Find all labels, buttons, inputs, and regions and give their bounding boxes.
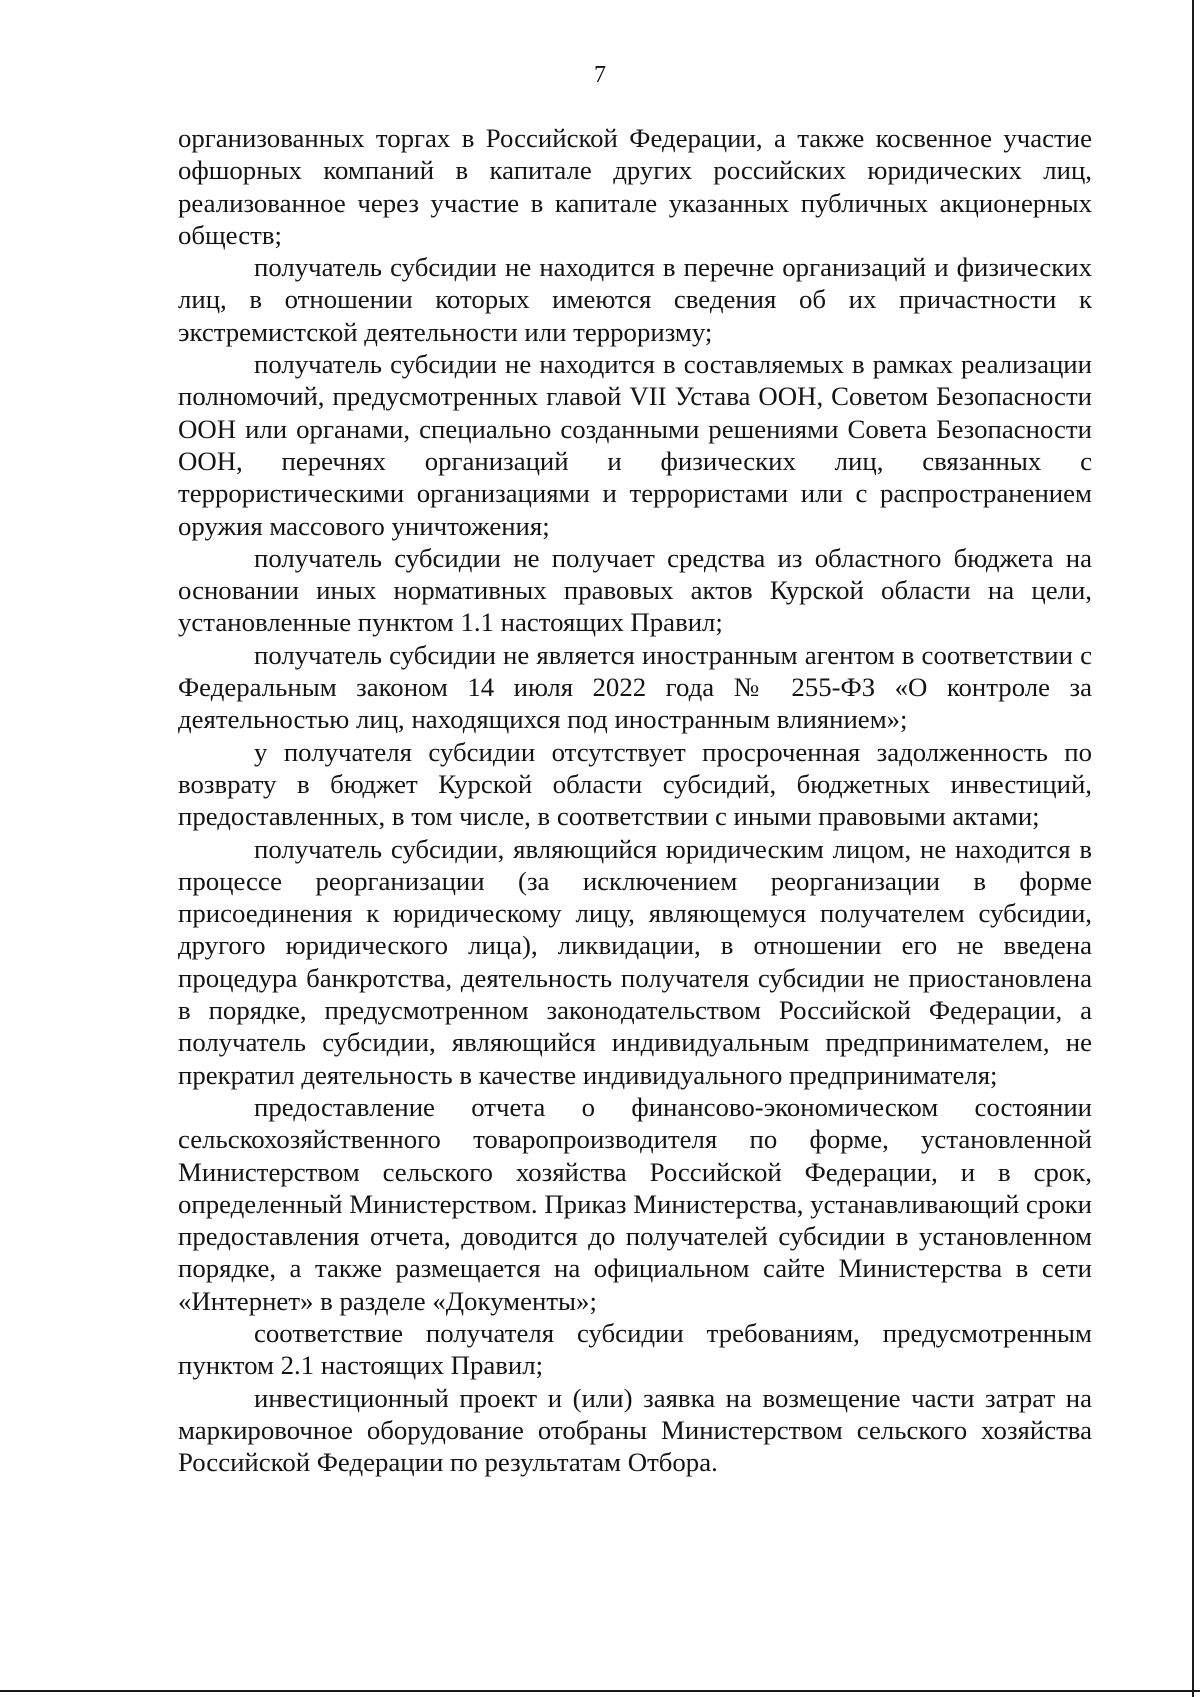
scan-edge-right [1192,0,1194,1697]
paragraph-offshore-participation: организованных торгах в Российской Федерации, а также косвенное участие офшорных компаний в капитале других российских юридических лиц, реализованное через участие в капитале указанных публичных акционерных обществ; [178,123,1092,250]
paragraph-financial-report: предоставление отчета о финансово-экономическом состоянии сельскохозяйственного товаропроизводителя по форме, установленной Министерством сельского хозяйства Российской Федерации, и в срок, определенный Министерством. Приказ Министерства, устанавливающий сроки предоставления отчета, доводится до получателей субсидии в установленном порядке, а также размещается на официальном сайте Министерства в сети «Интернет» в разделе «Документы»; [178,1091,1092,1316]
paragraph-requirements-compliance: соответствие получателя субсидии требованиям, предусмотренным пунктом 2.1 настоящих Правил; [178,1317,1092,1381]
page-number: 7 [594,62,606,88]
paragraph-foreign-agent: получатель субсидии не является иностранным агентом в соответствии с Федеральным законом 14 июля 2022 года № 255-ФЗ «О контроле за деятельностью лиц, находящихся под иностранным влиянием»; [178,639,1092,735]
document-body [178,122,1092,1478]
paragraph-un-sanctions-list: получатель субсидии не находится в составляемых в рамках реализации полномочий, предусмотренных главой VII Устава ООН, Советом Безопасности ООН или органами, специально созданными решениями Совета Безопасности ООН, перечнях организаций и физических лиц, связанных с террористическими организациями и террористами или с распространением оружия массового уничтожения; [178,349,1092,541]
paragraph-no-other-funds: получатель субсидии не получает средства из областного бюджета на основании иных нормативных правовых актов Курской области на цели, установленные пунктом 1.1 настоящих Правил; [178,542,1092,638]
scan-edge-bottom [0,1690,1200,1692]
paragraph-reorganization-bankruptcy: получатель субсидии, являющийся юридическим лицом, не находится в процессе реорганизации (за исключением реорганизации в форме присоединения к юридическому лицу, являющемуся получателем субсидии, другого юридического лица), ликвидации, в отношении его не введена процедура банкротства, деятельность получателя субсидии не приостановлена в порядке, предусмотренном законодательством Российской Федерации, а получатель субсидии, являющийся индивидуальным предпринимателем, не прекратил деятельность в качестве индивидуального предпринимателя; [178,833,1092,1090]
paragraph-no-overdue-debt: у получателя субсидии отсутствует просроченная задолженность по возврату в бюджет Курской области субсидий, бюджетных инвестиций, предоставленных, в том числе, в соответствии с иными правовыми актами; [178,736,1092,832]
paragraph-investment-project: инвестиционный проект и (или) заявка на возмещение части затрат на маркировочное оборудование отобраны Министерством сельского хозяйства Российской Федерации по результатам Отбора. [178,1382,1092,1478]
paragraph-extremism-list: получатель субсидии не находится в перечне организаций и физических лиц, в отношении которых имеются сведения об их причастности к экстремистской деятельности или терроризму; [178,252,1092,347]
